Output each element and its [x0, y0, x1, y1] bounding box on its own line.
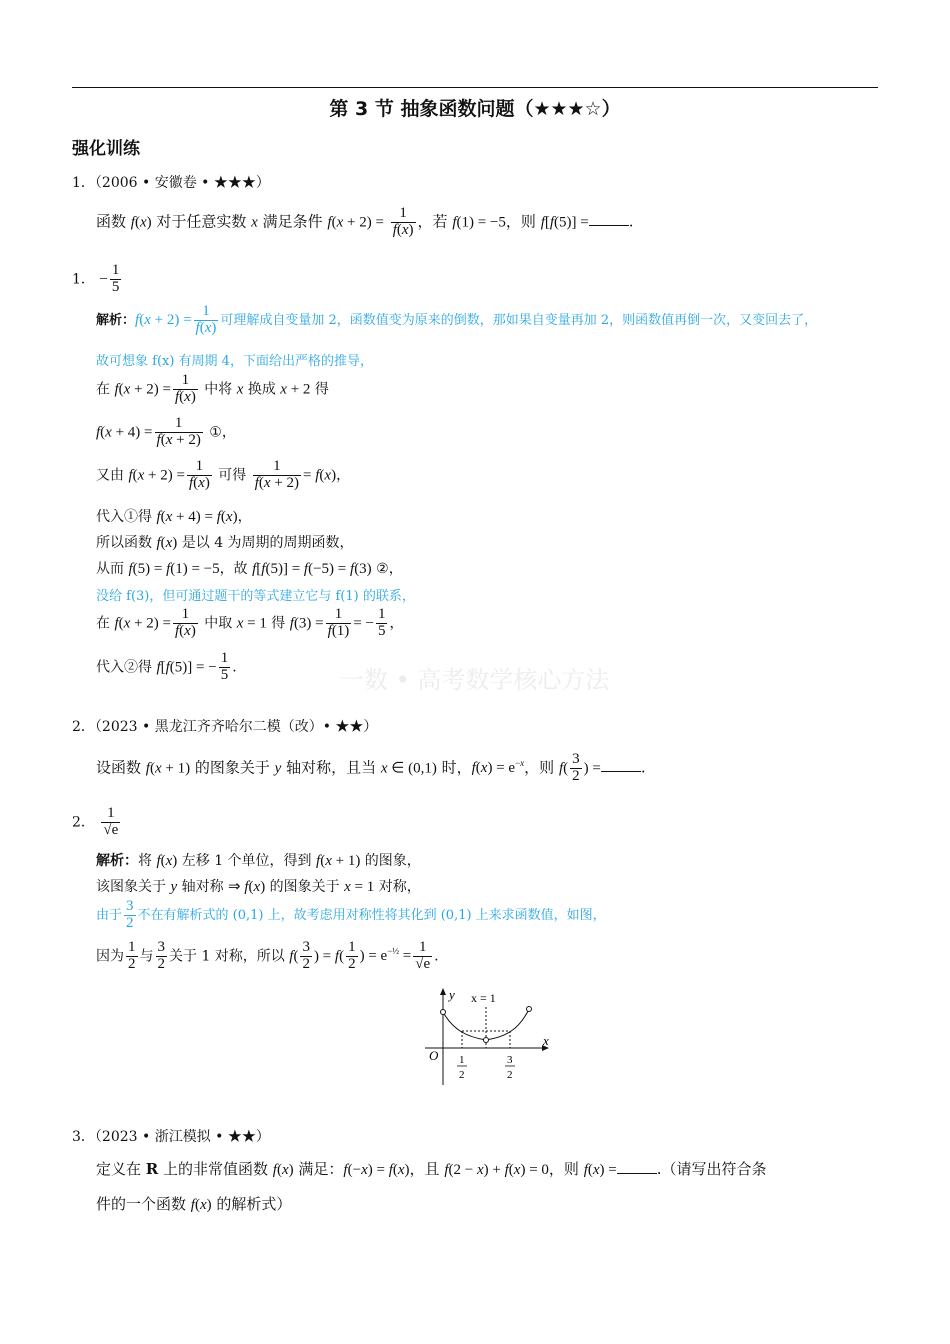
origin-label: O: [429, 1048, 439, 1063]
q1-answer: 1． − $\frac{1}{5}$: [72, 262, 120, 295]
q2-figure: [415, 985, 555, 1090]
open-point-right: [527, 1007, 532, 1012]
q2-hint: 不在有解析式的 (0,1) 上，故考虑用对称性将其化到 (0,1) 上来求函数值，如图，: [137, 907, 606, 923]
tick1-num: 1: [459, 1054, 465, 1066]
q2-analysis-line4: 因为 $\frac{1}{2}$ 与 $\frac{3}{2}$ 关于 1 对称，所以 f( $\frac{3}{2}$ ) = f( $\frac{1}{2}$ ) = $e^{-\frac{1}{2}}$ = $\frac{1}{√e}$ .: [96, 939, 439, 972]
jiexi-label: 解析：: [96, 312, 136, 328]
q1-stem: 函数 f(x) 对于任意实数 x 满足条件 f(x + 2) = $\frac{1}{f(x)}$ ，若 f(1) = −5，则 f[f(5)] = .: [96, 205, 634, 238]
q1-step2: f(x + 4) = $\frac{1}{f(x + 2)}$ ①，: [96, 415, 236, 448]
open-point-mid: [484, 1038, 489, 1043]
x-label: x: [543, 1033, 549, 1048]
q3-stem-line1: 定义在 R 上的非常值函数 f(x) 满足：f(−x) = f(x)，且 f(2 − x) + f(x) = 0，则 f(x) = .（请写出符合条: [96, 1160, 767, 1178]
q2-analysis-line1: 解析：将 f(x) 左移 1 个单位，得到 f(x + 1) 的图象，: [96, 853, 421, 869]
q1-number: 1．: [72, 175, 95, 191]
q2-stem: 设函数 f(x + 1) 的图象关于 y 轴对称，且当 x ∈ (0,1) 时，$f(x) = e^{-x}$，则 f( $\frac{3}{2}$ ) = .: [96, 751, 646, 784]
q1-step5: 所以函数 f(x) 是以 4 为周期的周期函数，: [96, 535, 354, 551]
q1-hint1: 可理解成自变量加 2，函数值变为原来的倒数，那如果自变量再加 2，则函数值再倒一次，又变回去了，: [220, 312, 818, 328]
q2-analysis-line2: 该图象关于 y 轴对称 ⇒ f(x) 的图象关于 x = 1 对称，: [96, 879, 421, 895]
q1-hint2: 故可想象 f(x) 有周期 4，下面给出严格的推导，: [96, 354, 373, 369]
top-rule: [72, 87, 878, 88]
q3-stem-line2: 件的一个函数 f(x) 的解析式）: [96, 1195, 292, 1213]
q1-step6: 从而 f(5) = f(1) = −5，故 f[f(5)] = f(−5) = f(3) ②，: [96, 561, 403, 577]
y-label: y: [449, 987, 455, 1002]
page-title: 第 3 节 抽象函数问题（★★★☆）: [329, 98, 621, 120]
line-label: x = 1: [471, 991, 496, 1005]
watermark: 一数 • 高考数学核心方法: [340, 666, 610, 694]
q2-tag: （2023 • 黑龙江齐齐哈尔二模（改）• ★★）: [94, 719, 378, 735]
q1-step8: 代入②得 f[f(5)] = − $\frac{1}{5}$ .: [96, 650, 237, 683]
tick1-den: 2: [459, 1069, 465, 1081]
q1-hint3: 没给 f(3)，但可通过题干的等式建立它与 f(1) 的联系，: [96, 589, 415, 604]
open-point-left: [441, 1010, 446, 1015]
q3-header: [72, 1126, 270, 1146]
q1-step3: 又由 f(x + 2) = $\frac{1}{f(x)}$ 可得 $\frac{1}{f(x + 2)}$ = f(x)，: [96, 458, 351, 491]
q3-number: 3．: [72, 1129, 95, 1145]
q3-tag: （2023 • 浙江模拟 • ★★）: [94, 1129, 270, 1145]
q2-number: 2．: [72, 719, 95, 735]
q1-step4: 代入①得 f(x + 4) = f(x)，: [96, 509, 252, 525]
q2-hint-line: 由于 $\frac{3}{2}$ 不在有解析式的 (0,1) 上，故考虑用对称性将其化到 (0,1) 上来求函数值，如图，: [96, 898, 606, 931]
q2-answer-number: 2．: [72, 814, 95, 831]
q1-step1: 在 f(x + 2) = $\frac{1}{f(x)}$ 中将 x 换成 x + 2 得: [96, 372, 329, 405]
q1-step7: 在 f(x + 2) = $\frac{1}{f(x)}$ 中取 x = 1 得 f(3) = $\frac{1}{f(1)}$ = − $\frac{1}{5}$ ，: [96, 606, 404, 639]
section-heading: 强化训练: [72, 139, 140, 159]
q1-answer-number: 1．: [72, 271, 95, 288]
q2-header: [72, 716, 377, 736]
q1-analysis-line1: 解析：f(x + 2) = $\frac{1}{f(x)}$ 可理解成自变量加 2，函数值变为原来的倒数，那如果自变量再加 2，则函数值再倒一次，又变回去了，: [96, 303, 818, 336]
q1-tag: （2006 • 安徽卷 • ★★★）: [94, 175, 270, 191]
q1-header: [72, 172, 270, 192]
q2-answer: 2． $\frac{1}{√e}$: [72, 805, 119, 838]
jiexi-label-2: 解析：: [96, 853, 138, 869]
tick2-den: 2: [507, 1069, 513, 1081]
y-axis-arrow: [440, 988, 446, 995]
tick2-num: 3: [507, 1054, 513, 1066]
